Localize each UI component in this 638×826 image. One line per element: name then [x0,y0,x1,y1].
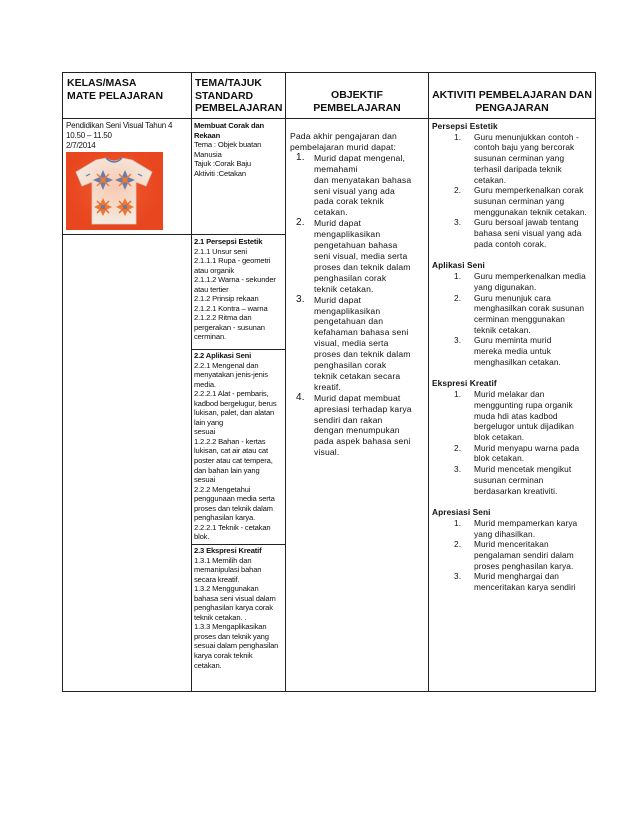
header-kelas-line1: KELAS/MASA [67,77,137,89]
tema-line: 1.3.2 Menggunakan [194,584,259,594]
column-divider-2 [285,72,286,692]
tema-line: 1.3.1 Memilih dan [194,555,252,565]
aktiviti-item-number: 1. [454,517,462,528]
tema-line: 2.1.1.1 Rupa - geometri [194,256,271,266]
aktiviti-line: menghasilkan cetakan. [474,356,561,367]
aktiviti-section-title: Persepsi Estetik [432,121,498,131]
aktiviti-line: yang digunakan. [474,281,537,292]
tema-line: media. [194,379,216,389]
tema-line: poster atau cat tempera, [194,456,273,466]
objektif-line: sendiri dan rakan [314,414,383,425]
tema-line: atau tertier [194,284,229,294]
aktiviti-line: Guru memperkenalkan corak [474,185,584,196]
aktiviti-line: Murid menceritakan [474,539,549,550]
aktiviti-item [432,185,594,217]
tema-line: pergerakan - susunan [194,322,265,332]
objektif-line: pengetahuan dan [314,316,384,327]
aktiviti-item-number: 2. [454,442,462,453]
aktiviti-item-number: 2. [454,292,462,303]
aktiviti-item [432,539,594,571]
aktiviti-section-aplikasi [432,260,594,367]
objektif-line: teknik cetakan secara [314,370,401,381]
objektif-line: kefahaman bahasa seni [314,327,409,338]
aktiviti-item-number: 3. [454,217,462,228]
objektif-list [290,153,426,458]
aktiviti-item [432,217,594,249]
batik-shirt-image [66,152,163,230]
tema-line: cetakan. [194,660,222,670]
tema-section-ekspresi [194,546,284,670]
objektif-line: memahami [314,163,358,174]
tema-section-estetik [194,237,284,342]
objektif-line: Murid dapat [314,218,362,229]
tema-line: lukisan, palet, dan alatan [194,408,275,418]
objektif-line: seni visual, media serta [314,250,408,261]
aktiviti-line: Murid mencetak mengikut [474,464,572,475]
objektif-intro-line2: pembelajaran murid dapat: [290,141,396,152]
objektif-line: dan menyatakan bahasa [314,174,412,185]
aktiviti-item [432,389,594,443]
aktiviti-item [432,443,594,464]
aktiviti-item-number: 3. [454,571,462,582]
aktiviti-section-title: Ekspresi Kreatif [432,378,497,389]
aktiviti-line: mereka media untuk [474,346,551,357]
aktiviti-line: muda hdi atas kadbod [474,410,558,421]
aktiviti-item [432,132,594,186]
aktiviti-section-apresiasi [432,507,594,593]
column-divider-1 [191,72,192,692]
tema-line: blok. [194,532,210,542]
objektif-line: penghasilan corak [314,360,387,371]
aktiviti-line: susunan cerminan yang [474,195,565,206]
header-kelas-line2: MATE PELAJARAN [67,89,164,102]
objektif-line: kreatif. [314,381,341,392]
objektif-line: pada corak teknik [314,196,384,207]
aktiviti-line: Murid melakar dan [474,389,545,400]
aktiviti-line: susunan cerminan [474,474,544,485]
objektif-line: pada aspek bahasa seni [314,436,411,447]
kelas-time: 10.50 – 11.50 [66,130,112,140]
aktiviti-line: Murid menghargai dan [474,571,560,582]
tema-section-title: 2.1 Persepsi Estetik [194,237,263,246]
row-divider-aplikasi [191,349,285,350]
tema-line: 2.1.2 Prinsip rekaan [194,294,259,304]
aktiviti-item [432,293,594,336]
aktiviti-line: pada contoh corak. [474,238,547,249]
aktiviti-line: menghasilkan corak susunan [474,303,585,314]
kelas-info [66,121,190,150]
tema-line: 2.2.2.1 Alat - pembaris, [194,389,269,399]
objektif-line: apresiasi terhadap karya [314,403,412,414]
kelas-date: 2/7/2014 [66,140,96,150]
aktiviti-item [432,271,594,292]
tema-intro [194,121,284,178]
objektif-line: Murid dapat membuat [314,392,401,403]
objektif-line: Murid dapat mengenal, [314,152,406,163]
objektif-item [290,153,426,218]
aktiviti-line: cerminan menggunakan [474,313,566,324]
tema-line: proses dan teknik dalam [194,503,273,513]
aktiviti-line: cetakan. [474,174,507,185]
objektif-line: seni visual yang ada [314,185,395,196]
aktiviti-line: menceritakan karya sendiri [474,582,576,593]
tema-line: lukisan, cat air atau cat [194,446,268,456]
aktiviti-line: terhasil daripada teknik [474,163,562,174]
tema-line: penghasilan karya. [194,513,256,523]
objektif-line: dengan menumpukan [314,425,400,436]
aktiviti-line: contoh baju yang bercorak [474,142,575,153]
tema-line: karya corak teknik [194,651,253,661]
aktiviti-item [432,335,594,367]
tema-line: 2.2.1 Mengenal dan [194,360,259,370]
objektif-line: proses dan teknik dalam [314,261,411,272]
aktiviti-section-persepsi [432,121,594,249]
tema-intro-line3: Tema : Objek buatan [194,140,262,150]
header-aktiviti-line2: PENGAJARAN [475,101,549,114]
header-tema-line2: STANDARD [195,89,254,102]
tema-section-title: 2.2 Aplikasi Seni [194,351,252,360]
tema-line: proses dan teknik yang [194,631,269,641]
aktiviti-line: pengalaman sendiri dalam [474,550,574,561]
tema-line: bahasa seni visual dalam [194,593,276,603]
tema-line: 1.3.3 Mengaplikasikan [194,622,267,632]
aktiviti-line: bergelugor untuk dijadikan [474,421,574,432]
objektif-item-number: 3. [296,293,305,305]
objektif-line: visual. [314,447,340,458]
aktiviti-line: blok cetakan. [474,431,525,442]
row-divider-estetik-tema [191,234,285,235]
tema-line: 1.2.2.2 Bahan - kertas [194,436,266,446]
tema-line: 2.2.2 Mengetahui [194,484,251,494]
header-aktiviti [432,89,592,114]
aktiviti-item-number: 3. [454,464,462,475]
tema-line: penggunaan media serta [194,494,275,504]
objektif-item-number: 1. [296,151,305,163]
objektif-line: pengetahuan bahasa [314,240,398,251]
column-divider-3 [428,72,429,692]
tema-section-title: 2.3 Ekspresi Kreatif [194,546,262,555]
aktiviti-item [432,571,594,592]
aktiviti-line: menggunting rupa organik [474,399,573,410]
objektif-line: mengaplikasikan [314,229,381,240]
tema-line: 2.2.2.1 Teknik - cetakan [194,522,271,532]
tema-line: sesuai dalam penghasilan [194,641,279,651]
tema-line: 2.1.1.2 Warna - sekunder [194,275,276,285]
aktiviti-line: bahasa seni visual yang ada [474,228,582,239]
objektif-content [290,131,426,458]
tema-line: 2.1.2.2 Ritma dan [194,313,252,323]
aktiviti-item-number: 3. [454,335,462,346]
aktiviti-section-title: Aplikasi Seni [432,260,485,271]
objektif-intro-line1: Pada akhir pengajaran dan [290,131,397,141]
aktiviti-line: Guru memperkenalkan media [474,271,586,282]
objektif-item-number: 4. [296,391,305,403]
tema-line: penghasilan karya corak [194,603,273,613]
tema-intro-line6: Aktiviti :Cetakan [194,168,246,178]
aktiviti-line: teknik cetakan. [474,324,531,335]
aktiviti-line: susunan cerminan yang [474,153,565,164]
aktiviti-line: Guru menunjukkan contoh - [474,131,579,142]
header-aktiviti-line1: AKTIVITI PEMBELAJARAN DAN [432,89,592,101]
aktiviti-line: menggunakan teknik cetakan. [474,206,587,217]
tema-line: atau organik [194,265,234,275]
objektif-item [290,218,426,294]
tema-line: 2.1.1 Unsur seni [194,246,247,256]
header-tema-line3: PEMBELAJARAN [195,102,283,114]
tema-line: cerminan. [194,332,226,342]
aktiviti-line: blok cetakan. [474,453,525,464]
objektif-line: proses dan teknik dalam [314,349,411,360]
header-tema [195,77,283,115]
tema-intro-line2: Rekaan [194,130,221,140]
header-objektif: OBJEKTIF PEMBELAJARAN [313,89,401,114]
aktiviti-item-number: 2. [454,539,462,550]
row-divider-estetik [62,234,191,235]
tema-intro-line5: Tajuk :Corak Baju [194,159,251,169]
aktiviti-line: Murid mempamerkan karya [474,517,578,528]
aktiviti-item-number: 1. [454,389,462,400]
aktiviti-line: Guru meminta murid [474,335,552,346]
kelas-subject: Pendidikan Seni Visual Tahun 4 [66,121,173,130]
aktiviti-content [432,121,594,593]
aktiviti-section-title: Apresiasi Seni [432,507,491,518]
aktiviti-item-number: 2. [454,185,462,196]
objektif-line: mengaplikasikan [314,305,381,316]
tema-line: sesuai [194,427,216,437]
tema-line: kadbod bergelugur, berus [194,398,277,408]
objektif-item [290,295,426,393]
aktiviti-item-number: 1. [454,131,462,142]
tema-line: teknik cetakan. . [194,612,247,622]
aktiviti-section-ekspresi [432,378,594,496]
aktiviti-line: Guru menunjuk cara [474,292,551,303]
aktiviti-item [432,518,594,539]
objektif-line: cetakan. [314,207,348,218]
tema-intro-line1: Membuat Corak dan [194,121,265,130]
header-kelas [67,77,163,102]
row-divider-ekspresi [191,544,285,545]
aktiviti-line: Guru bersoal jawab tentang [474,217,579,228]
tema-section-aplikasi [194,351,284,542]
tema-intro-line4: Manusia [194,149,222,159]
header-tema-line1: TEMA/TAJUK [195,77,262,89]
tema-line: dan bahan lain yang [194,465,260,475]
objektif-line: visual, media serta [314,338,389,349]
tema-line: memanipulasi bahan [194,565,262,575]
header-divider [62,118,596,119]
aktiviti-line: yang dihasilkan. [474,528,536,539]
objektif-line: penghasilan corak [314,272,387,283]
tema-line: secara kreatif. [194,574,240,584]
aktiviti-line: Murid menyapu warna pada [474,442,580,453]
objektif-line: Murid dapat [314,294,362,305]
aktiviti-item-number: 1. [454,271,462,282]
tema-line: 2.1.2.1 Kontra – warna [194,303,268,313]
aktiviti-line: berdasarkan kreativiti. [474,485,558,496]
tema-line: sesuai [194,475,216,485]
aktiviti-line: proses penghasilan karya. [474,560,574,571]
tema-line: menyatakan jenis-jenis [194,370,268,380]
objektif-item [290,393,426,458]
aktiviti-item [432,464,594,496]
objektif-item-number: 2. [296,217,305,229]
objektif-line: teknik cetakan. [314,283,374,294]
tema-line: lain yang [194,417,224,427]
